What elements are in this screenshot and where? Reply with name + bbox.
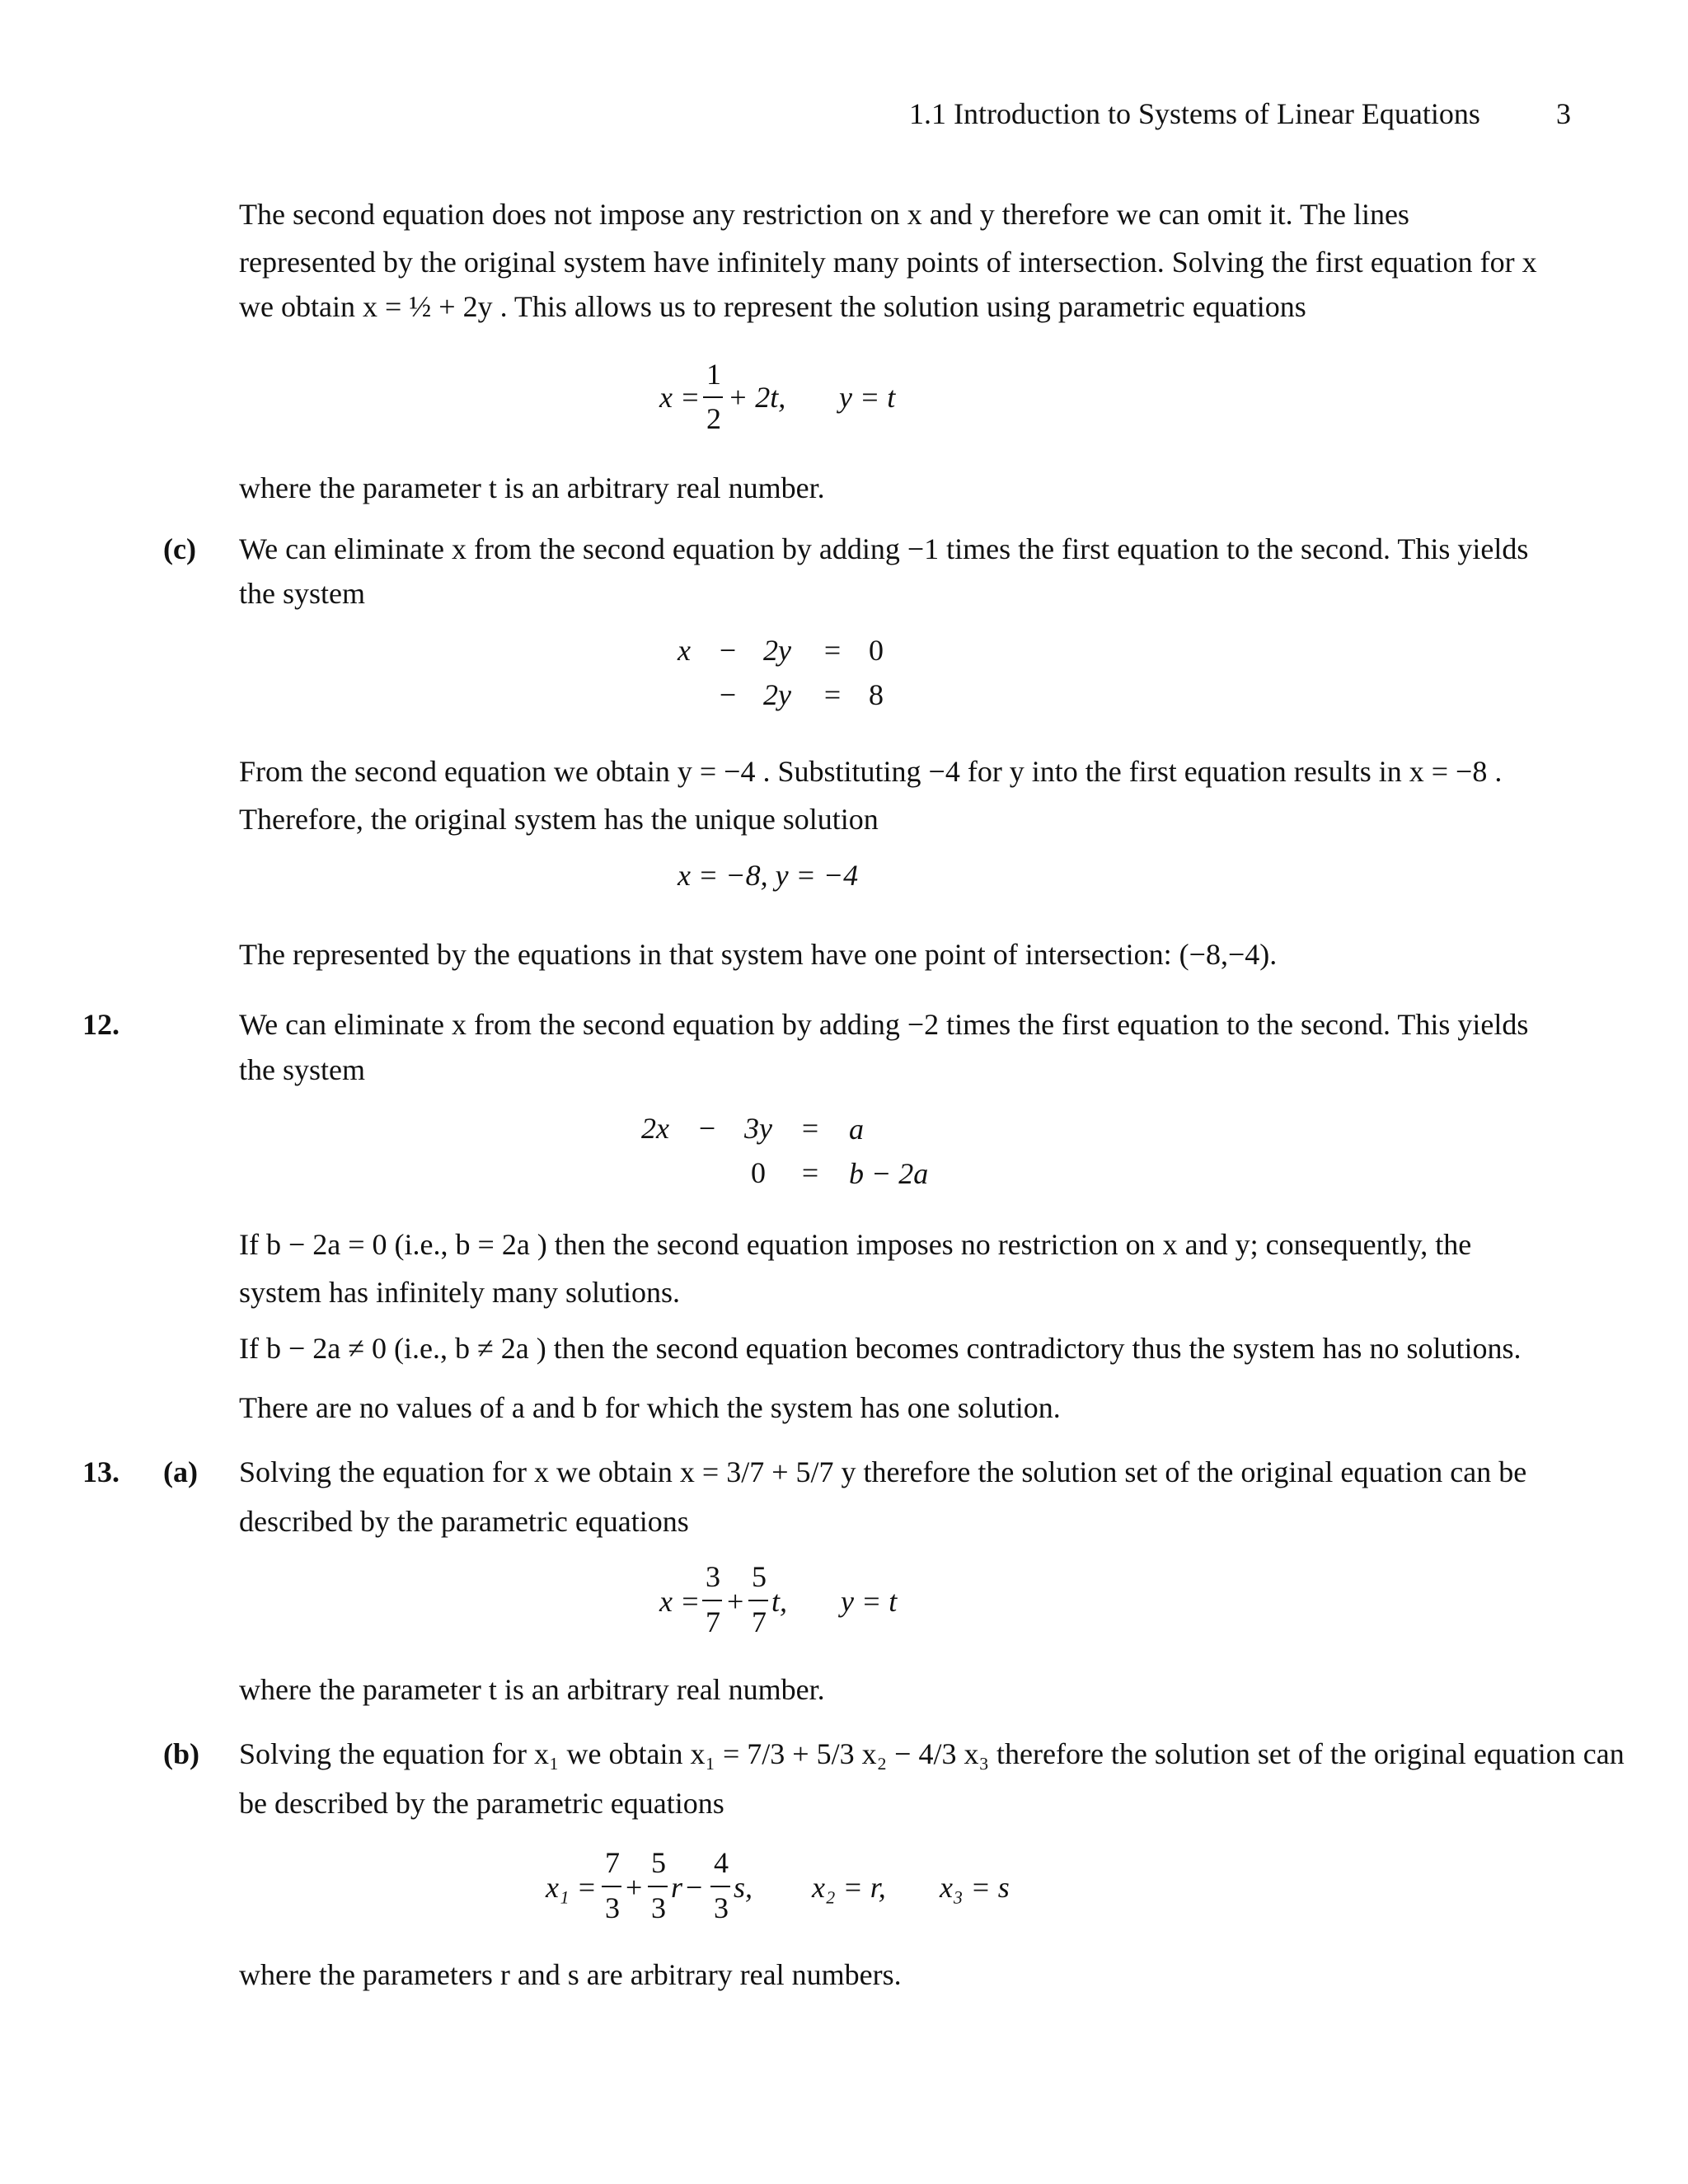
paragraph-line: If b − 2a ≠ 0 (i.e., b ≠ 2a ) then the second equation becomes contradictory thus the system has no solutions. (239, 1332, 1522, 1365)
paragraph-line: where the parameter t is an arbitrary real number. (239, 1673, 825, 1706)
fraction-denominator: 3 (651, 1891, 666, 1924)
problem-number: 12. (82, 1008, 120, 1041)
paragraph-line: represented by the original system have infinitely many points of intersection. Solving the first equation for x (239, 246, 1537, 279)
part-label: (c) (163, 532, 196, 565)
paragraph-line: we obtain x = ½ + 2y . This allows us to represent the solution using parametric equations (239, 290, 1306, 323)
fraction-bar (703, 396, 723, 398)
paragraph-line: Solving the equation for x₁ we obtain x₁ = 7/3 + 5/3 x₂ − 4/3 x₃ therefore the solution set of the original equation can (239, 1737, 1625, 1770)
part-label: (b) (163, 1737, 199, 1770)
fraction-bar (602, 1886, 621, 1887)
paragraph-line: be described by the parametric equations (239, 1787, 724, 1820)
problem-number: 13. (82, 1455, 120, 1488)
display-equation: x = −8, y = −4 (678, 859, 859, 892)
paragraph-line: Solving the equation for x we obtain x = 3/7 + 5/7 y therefore the solution set of the original equation can be (239, 1455, 1527, 1488)
fraction-numerator: 3 (706, 1560, 720, 1593)
paragraph-line: the system (239, 1053, 365, 1086)
paragraph-line: system has infinitely many solutions. (239, 1276, 680, 1309)
paragraph-line: If b − 2a = 0 (i.e., b = 2a ) then the second equation imposes no restriction on x and y; consequently, the (239, 1228, 1472, 1261)
fraction-bar (748, 1600, 768, 1601)
fraction-bar (702, 1600, 722, 1601)
document-page: 1.1 Introduction to Systems of Linear Equations 3 The second equation does not impose any restriction on x and y therefore we can omit it. The lines represented by the original system have infinitely many points of intersection. Solving the first equation for x we obtain x = ½ + 2y . This allows us to represent the solution using parametric equations x = 1 2 + 2t, y = t where the parameter t is an arbitrary real number. (c) We can eliminate x from the second equation by adding −1 times the first equation to the second. This yields the system x − 2y = 0 − 2y = 8 From the second equation we obtain y = −4 . Substituting −4 for y into the first equation results in x = −8 . Therefore, the original system has the unique solution x = −8, y = −4 The represented by the equations in that system have one point of intersection: (−8,−4). 12. We can eliminate x from the second equation by adding −2 times the first equation to the second. This yields the system 2x − 3y = a 0 = b − 2a If b − 2a = 0 (i.e., b = 2a ) then the second equation imposes no restriction on x and y; consequently, the system has infinitely many solutions. If b − 2a ≠ 0 (i.e., b ≠ 2a ) then the second equation becomes contradictory thus the system has no solutions. There are no values of a and b for which the system has one solution. 13. (a) Solving the equation for x we obtain x = 3/7 + 5/7 y therefore the solution set of the original equation can be described by the parametric equations x = 3 7 + 5 7 t, y = t where the parameter t is an arbitrary real number. (b) Solving the equation for x₁ we obtain x₁ = 7/3 + 5/3 x₂ − 4/3 x₃ therefore the solution set of the original equation can be described by the parametric equations x₁ = 7 3 + 5 3 r − 4 3 s, x₂ = r, x₃ = s where the parameters r and s are arbitrary real numbers. (82, 97, 1625, 1991)
running-header: 1.1 Introduction to Systems of Linear Equations (909, 97, 1480, 130)
paragraph-line: We can eliminate x from the second equation by adding −1 times the first equation to the second. This yields (239, 532, 1529, 565)
fraction-bar (648, 1886, 668, 1887)
fraction-numerator: 7 (605, 1846, 620, 1879)
paragraph-line: The represented by the equations in that system have one point of intersection: (−8,−4). (239, 938, 1278, 971)
fraction-denominator: 7 (706, 1605, 720, 1638)
paragraph-line: where the parameters r and s are arbitrary real numbers. (239, 1958, 902, 1991)
paragraph-line: described by the parametric equations (239, 1505, 689, 1538)
part-label: (a) (163, 1455, 198, 1488)
fraction-numerator: 1 (706, 358, 721, 391)
paragraph-line: From the second equation we obtain y = −4 . Substituting −4 for y into the first equation results in x = −8 . (239, 755, 1503, 788)
fraction-bar (710, 1886, 730, 1887)
fraction-denominator: 7 (752, 1605, 767, 1638)
paragraph-line: where the parameter t is an arbitrary real number. (239, 471, 825, 504)
fraction-numerator: 5 (752, 1560, 767, 1593)
fraction-denominator: 3 (605, 1891, 620, 1924)
fraction-numerator: 4 (714, 1846, 729, 1879)
paragraph-line: The second equation does not impose any restriction on x and y therefore we can omit it. The lines (239, 198, 1409, 231)
paragraph-line: There are no values of a and b for which the system has one solution. (239, 1391, 1061, 1424)
fraction-denominator: 3 (714, 1891, 729, 1924)
page-number: 3 (1556, 97, 1571, 130)
fraction-numerator: 5 (651, 1846, 666, 1879)
fraction-denominator: 2 (706, 402, 721, 435)
paragraph-line: the system (239, 577, 365, 610)
paragraph-line: Therefore, the original system has the unique solution (239, 803, 879, 836)
paragraph-line: We can eliminate x from the second equation by adding −2 times the first equation to the second. This yields (239, 1008, 1529, 1041)
minus-sign: − (686, 1871, 703, 1904)
